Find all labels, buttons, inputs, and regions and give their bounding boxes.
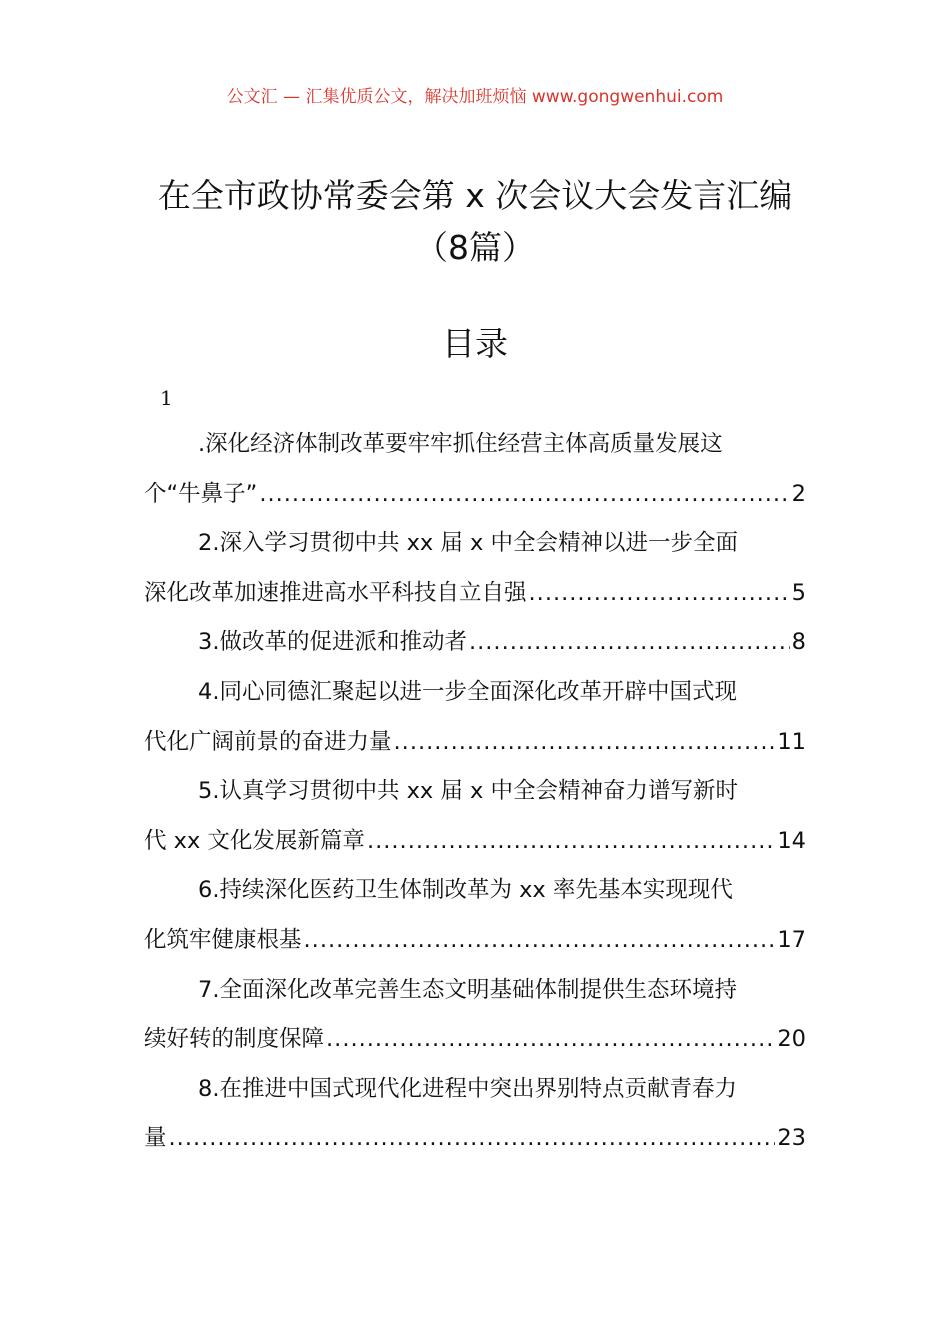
document-title: 在全市政协常委会第 x 次会议大会发言汇编（8篇） [157, 176, 793, 267]
toc-entry-title-line2: 化筑牢健康根基 [144, 926, 302, 953]
stray-page-number: 1 [160, 386, 173, 410]
toc-page-number: 20 [777, 1026, 806, 1053]
toc-page-number: 8 [791, 629, 806, 656]
toc-page-number: 11 [777, 728, 806, 755]
toc-entry-title-line2: 深化改革加速推进高水平科技自立自强 [144, 579, 527, 606]
toc-page-number: 2 [791, 480, 806, 507]
toc-dot-leader [367, 817, 775, 867]
toc-dot-leader [169, 1114, 776, 1164]
header-banner: 公文汇 — 汇集优质公文，解决加班烦恼 www.gongwenhui.com [226, 87, 724, 107]
toc-dot-leader [394, 718, 776, 768]
toc-dot-leader [304, 916, 776, 966]
toc-entry-title-line1: 4.同心同德汇聚起以进一步全面深化改革开辟中国式现 [198, 678, 737, 705]
toc-dot-leader [259, 470, 789, 520]
toc-entry-title-line1: .深化经济体制改革要牢牢抓住经营主体高质量发展这 [198, 431, 723, 457]
toc-page-number: 5 [791, 579, 806, 606]
toc-entry-title-line2: 代化广阔前景的奋进力量 [144, 728, 392, 755]
toc-entry-title-line1: 5.认真学习贯彻中共 xx 届 x 中全会精神奋力谱写新时 [198, 778, 739, 805]
toc-entry-title-line1: 7.全面深化改革完善生态文明基础体制提供生态环境持 [198, 976, 737, 1003]
toc-entry-3[interactable] [144, 618, 806, 668]
toc-entry-7[interactable] [144, 966, 806, 1065]
toc-entry-title-line1: 6.持续深化医药卫生体制改革为 xx 率先基本实现现代 [198, 877, 733, 904]
toc-entry-title-line2: 量 [144, 1125, 167, 1152]
toc-entry-4[interactable] [144, 668, 806, 767]
toc-page-number: 17 [777, 926, 806, 953]
toc-entry-title-line2: 续好转的制度保障 [144, 1026, 325, 1053]
toc-entry-title-line1: 8.在推进中国式现代化进程中突出界别特点贡献青春力 [198, 1075, 737, 1102]
toc-entry-title-line2: 代 xx 文化发展新篇章 [144, 827, 365, 854]
toc-entry-title: 3.做改革的促进派和推动者 [198, 629, 467, 656]
toc-entry-8[interactable] [144, 1065, 806, 1164]
toc-dot-leader [529, 569, 790, 619]
toc-dot-leader [469, 618, 790, 668]
table-of-contents [144, 420, 806, 1164]
toc-dot-leader [326, 1015, 775, 1065]
toc-entry-2[interactable] [144, 519, 806, 618]
toc-entry-6[interactable] [144, 866, 806, 965]
toc-page-number: 14 [777, 827, 806, 854]
toc-entry-5[interactable] [144, 767, 806, 866]
toc-entry-title-line2: 个“牛鼻子” [144, 480, 258, 507]
toc-page-number: 23 [777, 1125, 806, 1152]
toc-entry-1[interactable] [144, 420, 806, 519]
toc-entry-title-line1: 2.深入学习贯彻中共 xx 届 x 中全会精神以进一步全面 [198, 530, 739, 557]
toc-heading: 目录 [442, 324, 508, 363]
